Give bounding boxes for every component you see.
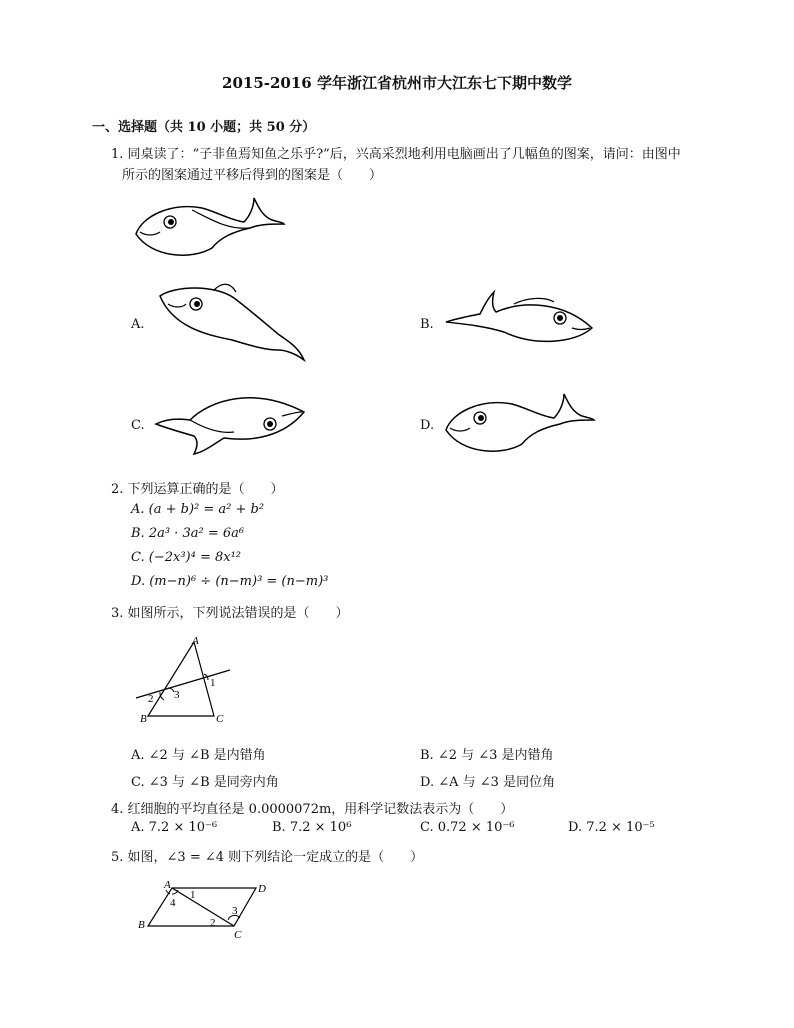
- q5-label-d: D: [258, 883, 266, 895]
- q2-option-a[interactable]: A. (a + b)² = a² + b²: [131, 502, 265, 517]
- section-heading: 一、选择题（共 10 小题；共 50 分）: [92, 120, 316, 135]
- q1-stem-line2: 所示的图案通过平移后得到的图案是（ ）: [122, 168, 383, 183]
- q1-option-c-label[interactable]: C.: [131, 418, 145, 433]
- q1-option-c-fish[interactable]: [154, 386, 310, 456]
- q5-label-c: C: [234, 929, 242, 941]
- q1-stem-line1: 1. 同桌读了：“子非鱼焉知鱼之乐乎?”后，兴高采烈地利用电脑画出了几幅鱼的图案，请问：由图中: [111, 147, 681, 162]
- q3-option-b[interactable]: B. ∠2 与 ∠3 是内错角: [420, 748, 554, 763]
- q3-option-c[interactable]: C. ∠3 与 ∠B 是同旁内角: [131, 775, 279, 790]
- q4-option-c[interactable]: C. 0.72 × 10⁻⁶: [420, 820, 515, 835]
- q5-parallelogram-figure: [136, 880, 276, 942]
- q1-option-d-fish[interactable]: [442, 390, 602, 460]
- q4-option-d[interactable]: D. 7.2 × 10⁻⁵: [568, 820, 655, 835]
- q1-option-a-fish[interactable]: [154, 280, 314, 370]
- q3-stem: 3. 如图所示，下列说法错误的是（ ）: [111, 606, 349, 621]
- q1-option-a-label[interactable]: A.: [131, 317, 145, 332]
- q3-label-b: B: [140, 713, 147, 725]
- q3-label-3: 3: [174, 689, 180, 701]
- q5-label-1: 1: [190, 889, 196, 901]
- q5-label-2: 2: [210, 917, 216, 929]
- q3-option-d[interactable]: D. ∠A 与 ∠3 是同位角: [420, 775, 556, 790]
- q2-option-d[interactable]: D. (m−n)⁶ ÷ (n−m)³ = (n−m)³: [131, 574, 329, 589]
- q5-stem: 5. 如图，∠3 = ∠4 则下列结论一定成立的是（ ）: [111, 850, 424, 865]
- q4-option-a[interactable]: A. 7.2 × 10⁻⁶: [131, 820, 218, 835]
- q2-stem: 2. 下列运算正确的是（ ）: [111, 482, 284, 497]
- q1-reference-fish: [132, 194, 292, 264]
- q3-label-1: 1: [210, 677, 216, 689]
- q5-label-4: 4: [170, 897, 176, 909]
- q3-label-2: 2: [148, 693, 154, 705]
- q1-option-b-fish[interactable]: [444, 290, 594, 350]
- q3-label-c: C: [216, 713, 224, 725]
- q2-option-c[interactable]: C. (−2x³)⁴ = 8x¹²: [131, 550, 241, 565]
- q4-stem: 4. 红细胞的平均直径是 0.0000072m，用科学记数法表示为（ ）: [111, 802, 514, 817]
- q3-option-a[interactable]: A. ∠2 与 ∠B 是内错角: [131, 748, 266, 763]
- q5-label-a: A: [164, 879, 171, 891]
- q3-label-a: A: [192, 635, 199, 647]
- q1-option-b-label[interactable]: B.: [420, 317, 434, 332]
- page-title: 2015-2016 学年浙江省杭州市大江东七下期中数学: [222, 74, 572, 92]
- q5-label-3: 3: [232, 905, 238, 917]
- q4-option-b[interactable]: B. 7.2 × 10⁶: [272, 820, 352, 835]
- q3-triangle-figure: [132, 634, 242, 726]
- q5-label-b: B: [138, 919, 145, 931]
- q2-option-b[interactable]: B. 2a³ · 3a² = 6a⁶: [131, 526, 245, 541]
- q1-option-d-label[interactable]: D.: [420, 418, 435, 433]
